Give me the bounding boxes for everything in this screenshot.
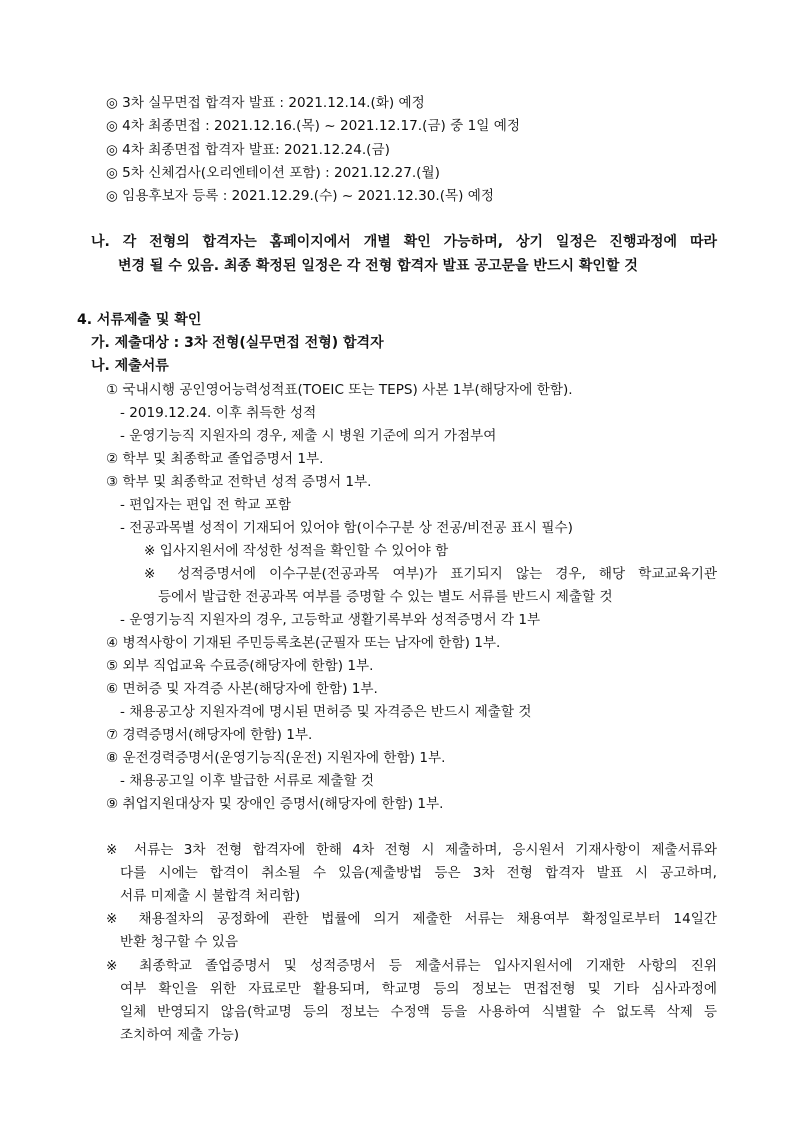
document-subitem: - 운영기능직 지원자의 경우, 고등학교 생활기록부와 성적증명서 각 1부 <box>120 612 541 628</box>
document-item: ⑤ 외부 직업교육 수료증(해당자에 한함) 1부. <box>106 658 374 674</box>
document-item: ① 국내시행 공인영어능력성적표(TOEIC 또는 TEPS) 사본 1부(해당자에 한함). <box>106 382 573 398</box>
note-line: 서류 미제출 시 불합격 처리함) <box>120 888 301 904</box>
document-subitem: - 채용공고일 이후 발급한 서류로 제출할 것 <box>120 773 375 789</box>
subsection-documents: 나. 제출서류 <box>91 358 169 374</box>
schedule-item: ◎ 3차 실무면접 합격자 발표 : 2021.12.14.(화) 예정 <box>106 95 425 111</box>
document-note-continued: 등에서 발급한 전공과목 여부를 증명할 수 있는 별도 서류를 반드시 제출할 것 <box>158 589 613 605</box>
document-item: ⑨ 취업지원대상자 및 장애인 증명서(해당자에 한함) 1부. <box>106 796 444 812</box>
schedule-item: ◎ 임용후보자 등록 : 2021.12.29.(수) ~ 2021.12.30.(목) 예정 <box>106 188 495 204</box>
section-heading: 4. 서류제출 및 확인 <box>77 312 202 328</box>
subsection-target: 가. 제출대상 : 3차 전형(실무면접 전형) 합격자 <box>91 335 384 351</box>
note-line: 일체 반영되지 않음(학교명 등의 정보는 수정액 등을 사용하여 식별할 수 없도록 삭제 등 <box>120 1004 717 1020</box>
document-item: ④ 병적사항이 기재된 주민등록초본(군필자 또는 남자에 한함) 1부. <box>106 635 501 651</box>
document-subitem: - 채용공고상 지원자격에 명시된 면허증 및 자격증은 반드시 제출할 것 <box>120 704 532 720</box>
schedule-item: ◎ 4차 최종면접 : 2021.12.16.(목) ~ 2021.12.17.(금) 중 1일 예정 <box>106 118 520 134</box>
document-note: ※ 입사지원서에 작성한 성적을 확인할 수 있어야 함 <box>144 543 449 559</box>
note-line: ※ 서류는 3차 전형 합격자에 한해 4차 전형 시 제출하며, 응시원서 기재사항이 제출서류와 <box>106 842 717 858</box>
note-line: 여부 확인을 위한 자료로만 활용되며, 학교명 등의 정보는 면접전형 및 기타 심사과정에 <box>120 981 717 997</box>
schedule-notice-line: 나. 각 전형의 합격자는 홈페이지에서 개별 확인 가능하며, 상기 일정은 진행과정에 따라 <box>91 234 717 250</box>
document-note: ※ 성적증명서에 이수구분(전공과목 여부)가 표기되지 않는 경우, 해당 학교교육기관 <box>144 566 717 582</box>
note-line: 다를 시에는 합격이 취소될 수 있음(제출방법 등은 3차 전형 합격자 발표 시 공고하며, <box>120 865 717 881</box>
schedule-item: ◎ 5차 신체검사(오리엔테이션 포함) : 2021.12.27.(월) <box>106 165 440 181</box>
document-item: ② 학부 및 최종학교 졸업증명서 1부. <box>106 451 324 467</box>
document-subitem: - 운영기능직 지원자의 경우, 제출 시 병원 기준에 의거 가점부여 <box>120 428 497 444</box>
document-subitem: - 편입자는 편입 전 학교 포함 <box>120 497 291 513</box>
document-item: ⑥ 면허증 및 자격증 사본(해당자에 한함) 1부. <box>106 681 378 697</box>
document-subitem: - 전공과목별 성적이 기재되어 있어야 함(이수구분 상 전공/비전공 표시 필수) <box>120 520 573 536</box>
note-line: ※ 최종학교 졸업증명서 및 성적증명서 등 제출서류는 입사지원서에 기재한 사항의 진위 <box>106 958 717 974</box>
schedule-notice-line: 변경 될 수 있음. 최종 확정된 일정은 각 전형 합격자 발표 공고문을 반드시 확인할 것 <box>118 258 638 274</box>
schedule-item: ◎ 4차 최종면접 합격자 발표: 2021.12.24.(금) <box>106 142 390 158</box>
document-item: ③ 학부 및 최종학교 전학년 성적 증명서 1부. <box>106 474 372 490</box>
note-line: 조치하여 제출 가능) <box>120 1027 239 1043</box>
document-item: ⑦ 경력증명서(해당자에 한함) 1부. <box>106 727 313 743</box>
document-item: ⑧ 운전경력증명서(운영기능직(운전) 지원자에 한함) 1부. <box>106 750 446 766</box>
note-line: ※ 채용절차의 공정화에 관한 법률에 의거 제출한 서류는 채용여부 확정일로부터 14일간 <box>106 911 717 927</box>
document-subitem: - 2019.12.24. 이후 취득한 성적 <box>120 405 317 421</box>
note-line: 반환 청구할 수 있음 <box>120 934 239 950</box>
